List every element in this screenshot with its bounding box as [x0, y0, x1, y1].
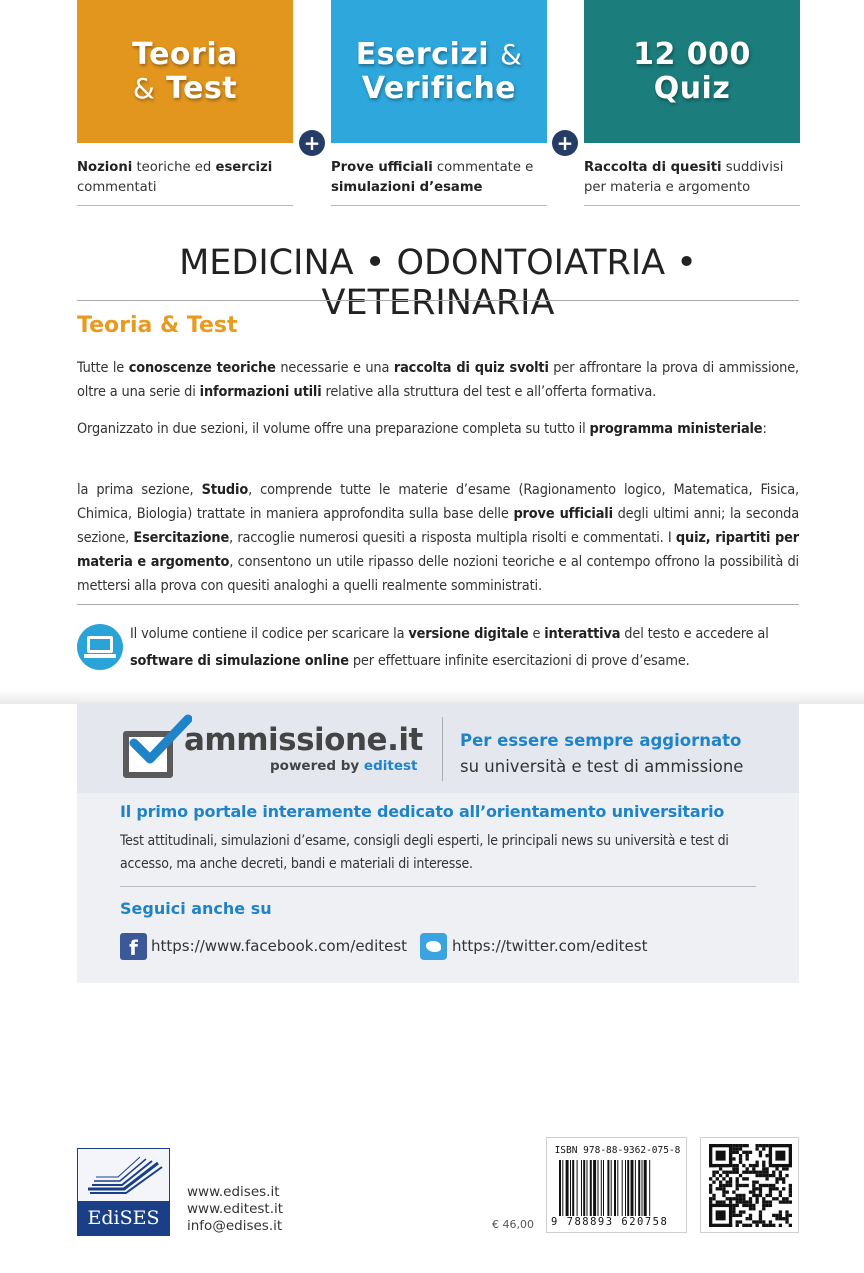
digital-version-note — [77, 621, 799, 681]
publisher-logo — [77, 1148, 170, 1236]
description-paragraph: Tutte le conoscenze teoriche necessarie e una raccolta di quiz svolti per affrontare la prova di ammissione, oltre a una serie di informazioni utili relative alla struttura del test e all’offerta formativa. — [77, 360, 800, 400]
plus-circle-icon: + — [299, 130, 325, 156]
portal-description: Test attitudinali, simulazioni d’esame, consigli degli esperti, le principali news su università e test di accesso, ma anche decreti, bandi e materiali di interesse. — [120, 833, 729, 872]
divider — [120, 886, 756, 887]
facebook-icon: f — [120, 933, 147, 960]
product-tiles — [0, 0, 864, 215]
portal-heading: Il primo portale interamente dedicato all’orientamento universitario — [120, 802, 725, 821]
digital-note-text: Il volume contiene il codice per scaricare la versione digitale e interattiva del testo e accedere al software di simulazione online per effettuare infinite esercitazioni di prove d’esame. — [130, 626, 769, 669]
tile-caption: Nozioni teoriche ed esercizi commentati — [77, 158, 293, 206]
barcode-icon — [559, 1160, 679, 1216]
tagline: su università e test di ammissione — [460, 757, 744, 776]
tile-title-line1: Esercizi & — [355, 36, 523, 72]
tile-title-line1: Teoria — [132, 36, 238, 72]
description-paragraph: la prima sezione, Studio, comprende tutte le materie d’esame (Ragionamento logico, Matematica, Fisica, Chimica, Biologia) trattate in maniera approfondita sulla base delle prove ufficiali degli ultimi anni; la seconda sezione, Esercitazione, raccoglie numerosi quesiti a risposta multipla risolti e commentati. I quiz, ripartiti per materia e argomento, consentono un utile ripasso delle nozioni teoriche e al contempo offrono la possibilità di mettersi alla prova con quesiti analoghi a quelli realmente somministrati. — [77, 482, 800, 594]
ammissione-logo[interactable]: ammissione.it — [184, 722, 423, 758]
facebook-url[interactable]: https://www.facebook.com/editest — [151, 937, 408, 955]
barcode-number: 9 788893 620758 — [551, 1216, 669, 1228]
tagline-bold: Per essere sempre aggiornato — [460, 731, 742, 750]
isbn-barcode — [546, 1137, 687, 1233]
publisher-name: EdiSES — [78, 1201, 169, 1235]
contact-line[interactable]: www.editest.it — [187, 1201, 284, 1217]
qr-code — [700, 1137, 799, 1233]
price: € 46,00 — [492, 1218, 534, 1231]
tile-esercizi-verifiche — [331, 0, 547, 143]
tile-caption: Raccolta di quesiti suddivisi per materia e argomento — [584, 158, 800, 206]
description-paragraph: Organizzato in due sezioni, il volume offre una preparazione completa su tutto il programma ministeriale: — [77, 421, 767, 437]
twitter-url[interactable]: https://twitter.com/editest — [452, 937, 648, 955]
twitter-link[interactable] — [420, 932, 647, 960]
tile-caption: Prove ufficiali commentate e simulazioni d’esame — [331, 158, 547, 206]
tile-title-line1: 12 000 — [633, 36, 751, 72]
qr-code-icon — [709, 1144, 792, 1227]
powered-by: powered by editest — [270, 758, 418, 774]
tile-teoria-test — [77, 0, 293, 143]
facebook-link[interactable] — [120, 932, 407, 960]
isbn-text: ISBN 978-88-9362-075-8 — [554, 1145, 681, 1156]
laptop-icon — [77, 624, 123, 670]
publisher-contacts — [187, 1184, 283, 1235]
follow-heading: Seguici anche su — [120, 899, 272, 918]
contact-line[interactable]: info@edises.it — [187, 1218, 283, 1234]
checkbox-check-icon — [128, 713, 192, 773]
twitter-icon — [420, 933, 447, 960]
plus-circle-icon: + — [552, 130, 578, 156]
divider — [77, 604, 799, 605]
tile-title-line2: & Test — [132, 70, 238, 106]
divider — [77, 300, 799, 301]
section-shadow — [0, 690, 864, 704]
main-title: MEDICINA • ODONTOIATRIA • VETERINARIA — [179, 243, 697, 323]
books-logo-icon — [78, 1149, 169, 1201]
section-heading: Teoria & Test — [77, 313, 238, 338]
tile-12000-quiz — [584, 0, 800, 143]
tile-title-line2: Verifiche — [361, 70, 517, 106]
divider — [442, 717, 443, 781]
contact-line[interactable]: www.edises.it — [187, 1184, 280, 1200]
tile-title-line2: Quiz — [653, 70, 731, 106]
